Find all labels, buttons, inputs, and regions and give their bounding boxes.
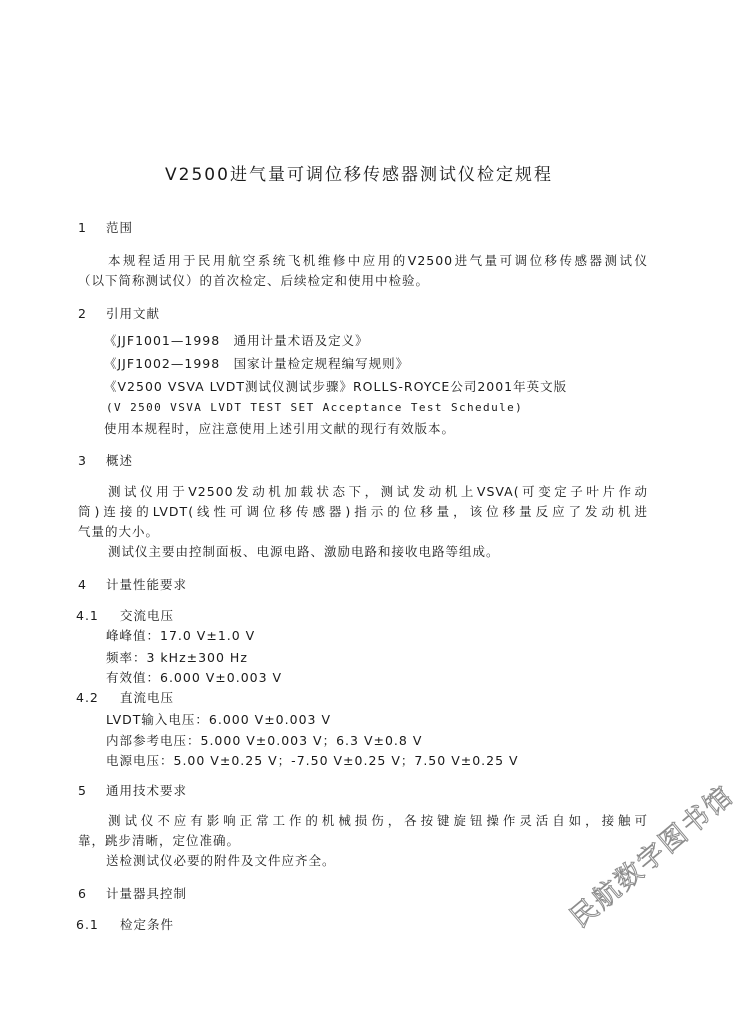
section-title: 通用技术要求 bbox=[106, 783, 188, 798]
section-title: 概述 bbox=[106, 453, 134, 468]
section-number: 4 bbox=[78, 577, 87, 592]
section-number: 6 bbox=[78, 886, 87, 901]
section-4-heading bbox=[78, 577, 187, 593]
section-title: 引用文献 bbox=[106, 306, 161, 321]
subsection-number: 4.2 bbox=[76, 690, 99, 705]
ac-frequency: 频率：3 kHz±300 Hz bbox=[106, 650, 248, 665]
section-1-heading bbox=[78, 220, 133, 236]
section-title: 计量器具控制 bbox=[106, 886, 188, 901]
section-number: 1 bbox=[78, 220, 87, 235]
reference-item-3-english: (V 2500 VSVA LVDT TEST SET Acceptance Test Schedule) bbox=[106, 401, 524, 414]
subsection-title: 交流电压 bbox=[120, 608, 175, 623]
ac-rms: 有效值：6.000 V±0.003 V bbox=[106, 670, 283, 685]
library-watermark bbox=[560, 776, 738, 934]
section-3-paragraph-line-3: 气量的大小。 bbox=[78, 524, 160, 539]
section-3-heading bbox=[78, 453, 133, 469]
section-2-heading bbox=[78, 306, 160, 322]
subsection-4-1-heading bbox=[76, 608, 174, 624]
section-5-paragraph-line-2: 靠，跳步清晰，定位准确。 bbox=[78, 833, 241, 848]
subsection-4-2-heading bbox=[76, 690, 174, 706]
section-1-paragraph-line-1: 本规程适用于民用航空系统飞机维修中应用的V2500进气量可调位移传感器测试仪 bbox=[108, 253, 648, 268]
section-title: 计量性能要求 bbox=[106, 577, 188, 592]
section-3-paragraph-line-2: 筒)连接的LVDT(线性可调位移传感器)指示的位移量，该位移量反应了发动机进 bbox=[78, 504, 648, 519]
document-title: V2500进气量可调位移传感器测试仪检定规程 bbox=[165, 165, 553, 185]
reference-item-2: 《JJF1002—1998 国家计量检定规程编写规则》 bbox=[104, 356, 410, 371]
reference-note: 使用本规程时，应注意使用上述引用文献的现行有效版本。 bbox=[104, 421, 456, 436]
section-6-heading bbox=[78, 886, 187, 902]
ac-peak-to-peak: 峰峰值：17.0 V±1.0 V bbox=[106, 628, 256, 643]
section-number: 3 bbox=[78, 453, 87, 468]
subsection-title: 直流电压 bbox=[120, 690, 175, 705]
section-1-paragraph-line-2: （以下简称测试仪）的首次检定、后续检定和使用中检验。 bbox=[78, 273, 430, 288]
dc-supply-voltage: 电源电压：5.00 V±0.25 V；-7.50 V±0.25 V；7.50 V±0.25 V bbox=[106, 753, 519, 768]
subsection-number: 4.1 bbox=[76, 608, 99, 623]
subsection-title: 检定条件 bbox=[120, 917, 175, 932]
dc-internal-reference-voltage: 内部参考电压：5.000 V±0.003 V；6.3 V±0.8 V bbox=[106, 733, 423, 748]
section-number: 5 bbox=[78, 783, 87, 798]
section-5-paragraph-line-1: 测试仪不应有影响正常工作的机械损伤，各按键旋钮操作灵活自如，接触可 bbox=[108, 813, 648, 828]
section-3-paragraph-2: 测试仪主要由控制面板、电源电路、激励电路和接收电路等组成。 bbox=[108, 544, 500, 559]
watermark-text: 民航数字图书馆 bbox=[564, 779, 740, 935]
section-5-paragraph-2: 送检测试仪必要的附件及文件应齐全。 bbox=[106, 853, 336, 868]
reference-item-1: 《JJF1001—1998 通用计量术语及定义》 bbox=[104, 333, 369, 348]
section-3-paragraph-line-1: 测试仪用于V2500发动机加载状态下，测试发动机上VSVA(可变定子叶片作动 bbox=[108, 484, 648, 499]
subsection-6-1-heading bbox=[76, 917, 174, 933]
dc-lvdt-input-voltage: LVDT输入电压：6.000 V±0.003 V bbox=[106, 712, 331, 727]
section-title: 范围 bbox=[106, 220, 134, 235]
section-number: 2 bbox=[78, 306, 87, 321]
reference-item-3: 《V2500 VSVA LVDT测试仪测试步骤》ROLLS-ROYCE公司2001年英文版 bbox=[104, 379, 568, 394]
section-5-heading bbox=[78, 783, 187, 799]
subsection-number: 6.1 bbox=[76, 917, 99, 932]
